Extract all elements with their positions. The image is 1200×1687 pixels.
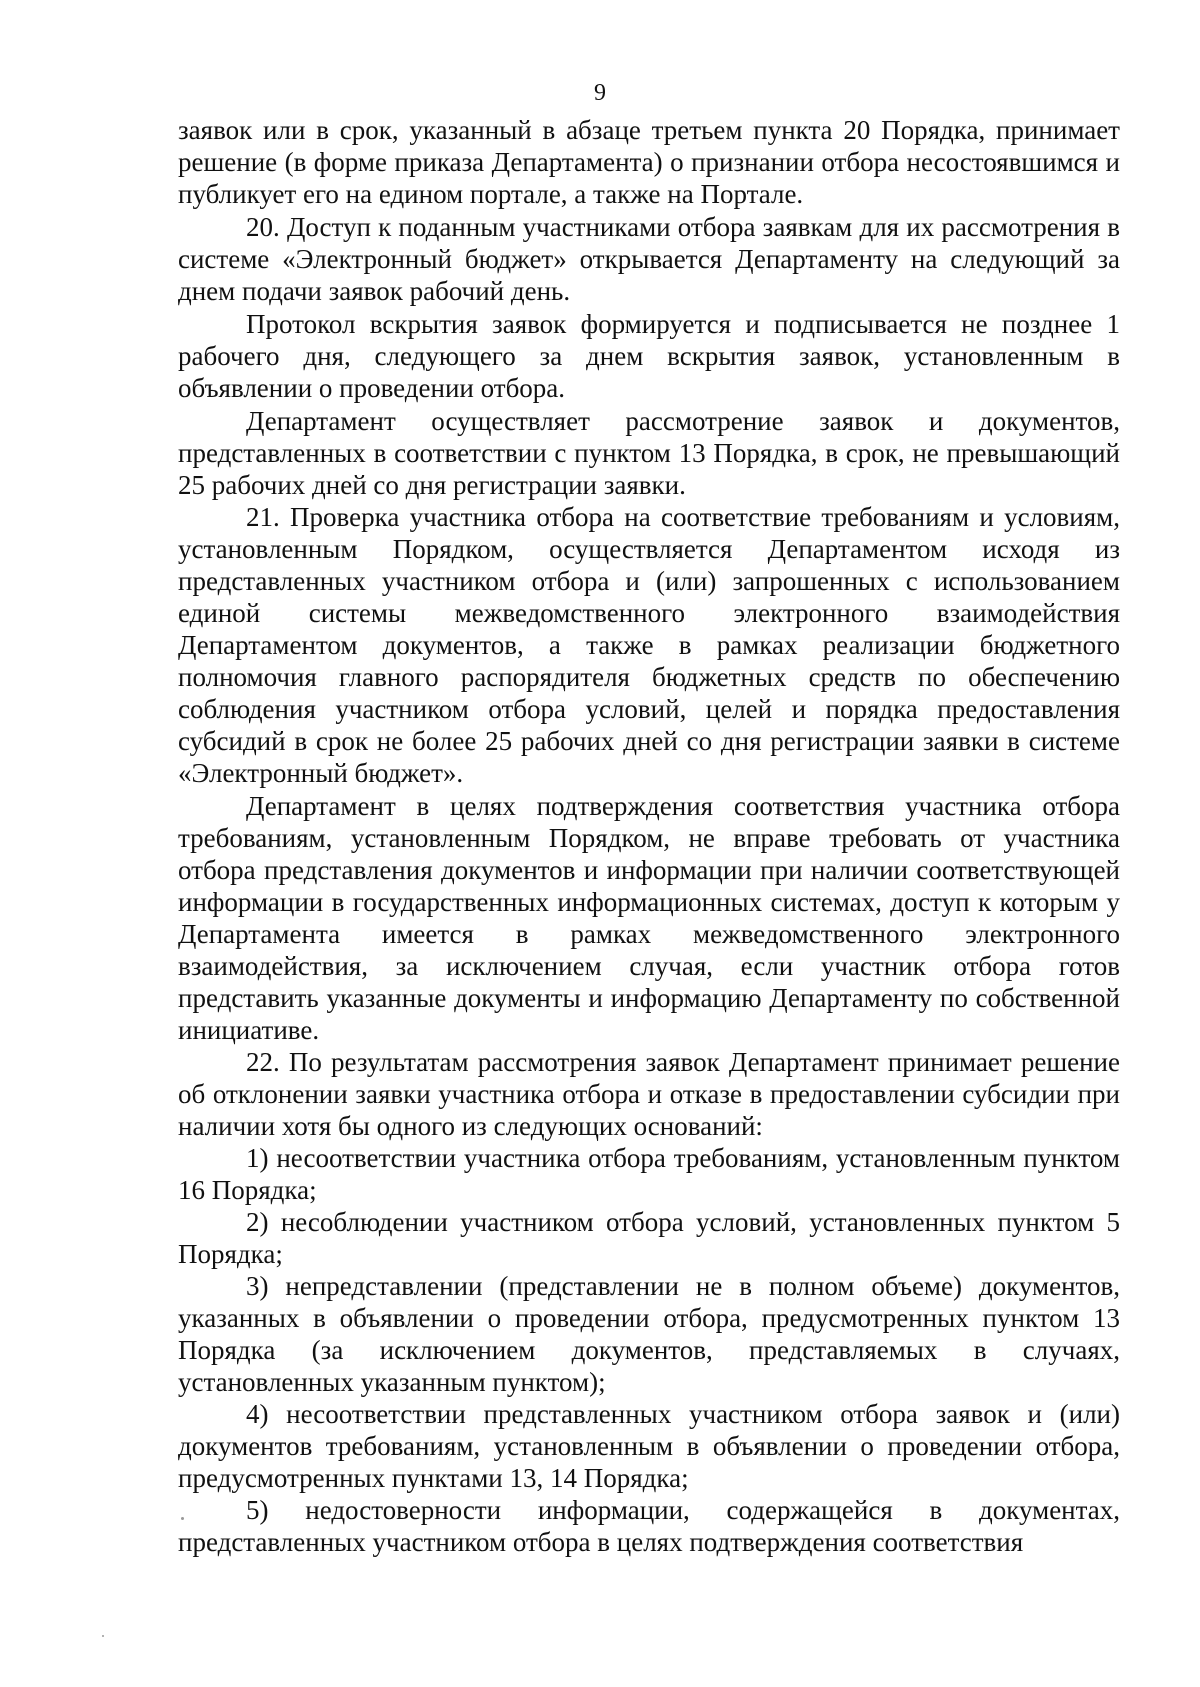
list-item-1: 1) несоответствии участника отбора требованиям, установленным пунктом 16 Порядка; [178,1143,1120,1205]
paragraph-item-22: 22. По результатам рассмотрения заявок Департамент принимает решение об отклонении заявки участника отбора и отказе в предоставлении субсидии при наличии хотя бы одного из следующих оснований: [178,1047,1120,1141]
document-body [178,114,1120,1558]
list-item-4: 4) несоответствии представленных участником отбора заявок и (или) документов требованиям, установленным в объявлении о проведении отбора, предусмотренных пунктами 13, 14 Порядка; [178,1399,1120,1493]
paragraph-protocol: Протокол вскрытия заявок формируется и подписывается не позднее 1 рабочего дня, следующего за днем вскрытия заявок, установленным в объявлении о проведении отбора. [178,309,1120,403]
paragraph-item-20: 20. Доступ к поданным участниками отбора заявкам для их рассмотрения в системе «Электронный бюджет» открывается Департаменту на следующий за днем подачи заявок рабочий день. [178,212,1120,306]
paragraph-requirements: Департамент в целях подтверждения соответствия участника отбора требованиям, установленным Порядком, не вправе требовать от участника отбора представления документов и информации при наличии соответствующей информации в государственных информационных системах, доступ к которым у Департамента имеется в рамках межведомственного электронного взаимодействия, за исключением случая, если участник отбора готов представить указанные документы и информацию Департаменту по собственной инициативе. [178,791,1120,1045]
list-item-2: 2) несоблюдении участником отбора условий, установленных пунктом 5 Порядка; [178,1207,1120,1269]
list-item-3: 3) непредставлении (представлении не в полном объеме) документов, указанных в объявлении о проведении отбора, предусмотренных пунктом 13 Порядка (за исключением документов, представляемых в случаях, установленных указанным пунктом); [178,1271,1120,1397]
page-number: 9 [594,80,606,106]
scan-speck [102,1635,104,1637]
paragraph-review-term: Департамент осуществляет рассмотрение заявок и документов, представленных в соответствии с пунктом 13 Порядка, в срок, не превышающий 25 рабочих дней со дня регистрации заявки. [178,406,1120,500]
paragraph-continuation: заявок или в срок, указанный в абзаце третьем пункта 20 Порядка, принимает решение (в форме приказа Департамента) о признании отбора несостоявшимся и публикует его на едином портале, а также на Портале. [178,115,1120,209]
paragraph-item-21: 21. Проверка участника отбора на соответствие требованиям и условиям, установленным Порядком, осуществляется Департаментом исходя из представленных участником отбора и (или) запрошенных с использованием единой системы межведомственного электронного взаимодействия Департаментом документов, а также в рамках реализации бюджетного полномочия главного распорядителя бюджетных средств по обеспечению соблюдения участником отбора условий, целей и порядка предоставления субсидий в срок не более 25 рабочих дней со дня регистрации заявки в системе «Электронный бюджет». [178,502,1120,788]
list-item-5: 5) недостоверности информации, содержащейся в документах, представленных участником отбора в целях подтверждения соответствия [178,1495,1120,1557]
scan-speck [181,1517,184,1520]
